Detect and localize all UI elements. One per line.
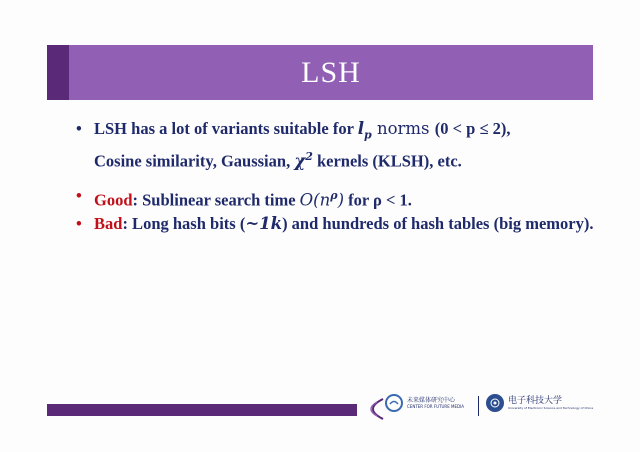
bullet-marker: • bbox=[76, 214, 82, 234]
title-bar bbox=[69, 45, 593, 100]
uestc-logo-en: University of Electronic Science and Technology of China bbox=[508, 406, 594, 410]
math-chi-superscript: 2 bbox=[305, 150, 313, 164]
good-label: Good bbox=[94, 190, 133, 210]
math-chi: χ bbox=[294, 151, 306, 171]
footer-bar bbox=[47, 404, 357, 416]
math-close-paren: ) bbox=[337, 190, 345, 210]
bullet-text-line2: Cosine similarity, Gaussian, bbox=[94, 151, 295, 171]
bullet-text: LSH has a lot of variants suitable for bbox=[94, 119, 358, 138]
math-big-o: O(n bbox=[299, 190, 331, 210]
cfm-emblem-icon bbox=[385, 394, 403, 412]
good-text: : Sublinear search time bbox=[132, 190, 300, 210]
bullet-marker: • bbox=[76, 119, 82, 138]
math-l: l bbox=[357, 119, 364, 138]
bullet-variants bbox=[74, 118, 594, 173]
uestc-seal-icon bbox=[486, 394, 504, 412]
title-accent-bar bbox=[47, 45, 69, 100]
footer-swoosh-icon bbox=[355, 398, 385, 420]
bullet-text-line2-end: kernels (KLSH), etc. bbox=[312, 151, 462, 171]
good-text-end: for ρ < 1. bbox=[344, 190, 412, 210]
math-k: ~1k bbox=[245, 214, 283, 234]
bullet-bad bbox=[74, 213, 594, 235]
bad-label: Bad bbox=[94, 214, 123, 234]
uestc-logo-cn: 电子科技大学 bbox=[508, 396, 563, 406]
cfm-logo-cn: 未来媒体研究中心 bbox=[407, 397, 456, 404]
center-for-future-media-logo bbox=[385, 394, 464, 412]
cfm-logo-en: CENTER FOR FUTURE MEDIA bbox=[407, 404, 464, 409]
slide-content bbox=[74, 118, 594, 235]
bad-text: : Long hash bits ( bbox=[122, 214, 246, 234]
uestc-logo bbox=[486, 394, 593, 412]
slide-title: LSH bbox=[301, 55, 361, 89]
math-rho-superscript: ρ bbox=[330, 188, 338, 202]
math-p-subscript: p bbox=[364, 128, 372, 142]
math-range: (0 < p ≤ 2), bbox=[434, 119, 511, 138]
footer-divider bbox=[478, 396, 479, 416]
bullet-good bbox=[74, 185, 594, 212]
bad-text-end: ) and hundreds of hash tables (big memory). bbox=[282, 214, 594, 234]
math-norms: norms bbox=[371, 119, 435, 138]
bullet-marker: • bbox=[76, 185, 82, 205]
